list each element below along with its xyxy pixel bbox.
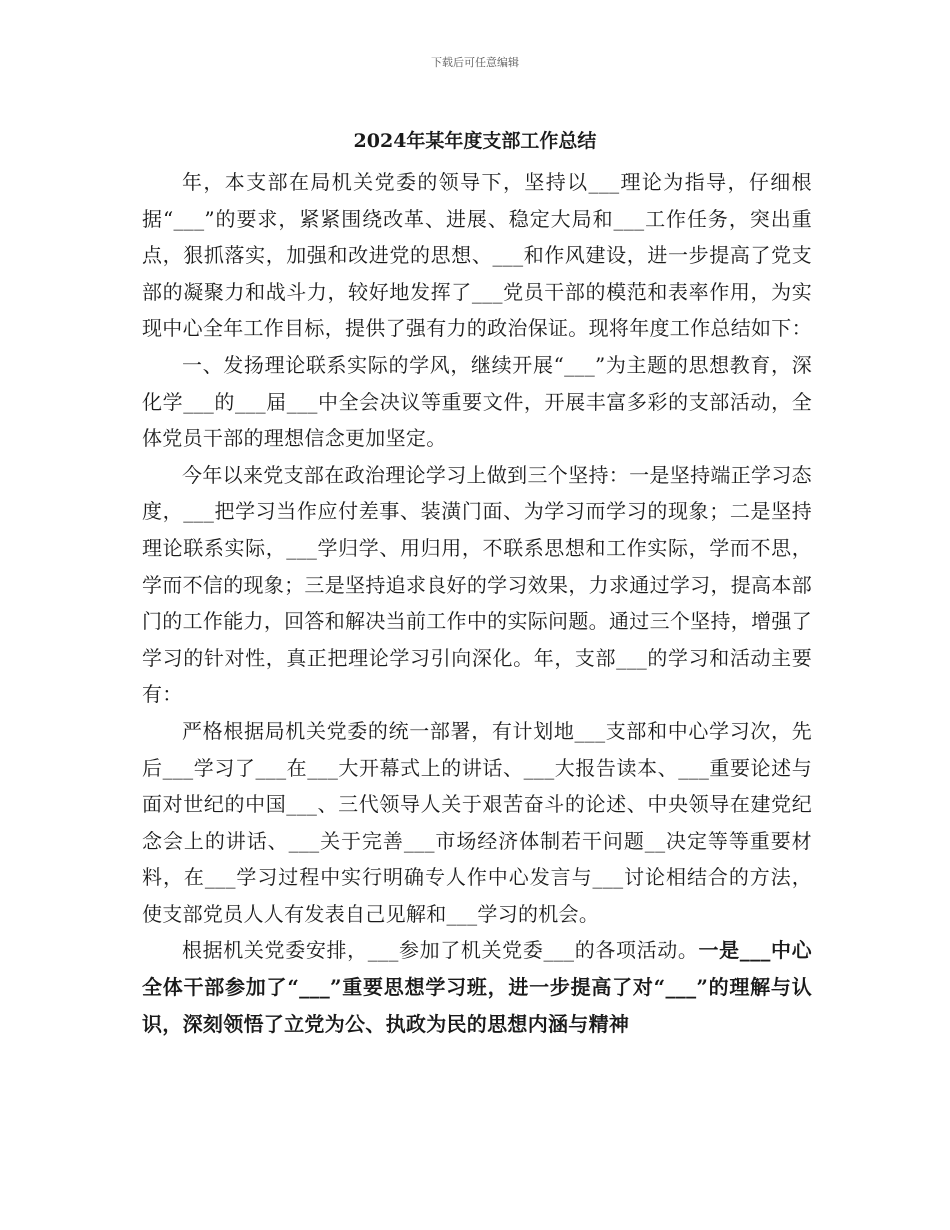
document-title: 2024年某年度支部工作总结 — [353, 130, 597, 152]
paragraph-intro: 年，本支部在局机关党委的领导下，坚持以___理论为指导，仔细根据“___”的要求，紧紧围绕改革、进展、稳定大局和___工作任务，突出重点，狠抓落实，加强和改进党的思想、___和作风建设，进一步提高了党支部的凝聚力和战斗力，较好地发挥了___党员干部的模范和表率作用，为实现中心全年工作目标，提供了强有力的政治保证。现将年度工作总结如下： — [142, 170, 812, 341]
paragraph-activities — [142, 932, 812, 1042]
paragraph-activities-plain: 根据机关党委安排，___参加了机关党委___的各项活动。 — [182, 938, 699, 963]
paragraph-activities-bold: 一是___中心全体干部参加了“___”重要思想学习班，进一步提高了对“___”的理解与认识，深刻领悟了立党为公、执政为民的思想内涵与精神 — [142, 938, 812, 1036]
paragraph-three-persistences: 今年以来党支部在政治理论学习上做到三个坚持：一是坚持端正学习态度，___把学习当作应付差事、装潢门面、为学习而学习的现象；二是坚持理论联系实际，___学归学、用归用，不联系思想和工作实际，学而不思，学而不信的现象；三是坚持追求良好的学习效果，力求通过学习，提高本部门的工作能力，回答和解决当前工作中的实际问题。通过三个坚持，增强了学习的针对性，真正把理论学习引向深化。年，支部___的学习和活动主要有： — [142, 462, 812, 707]
paragraph-study-materials: 严格根据局机关党委的统一部署，有计划地___支部和中心学习次，先后___学习了___在___大开幕式上的讲话、___大报告读本、___重要论述与面对世纪的中国___、三代领导人关于艰苦奋斗的论述、中央领导在建党纪念会上的讲话、___关于完善___市场经济体制若干问题__决定等等重要材料，在___学习过程中实行明确专人作中心发言与___讨论相结合的方法，使支部党员人人有发表自己见解和___学习的机会。 — [142, 718, 812, 926]
page-header-note: 下载后可任意编辑 — [431, 56, 519, 69]
document-body — [142, 164, 812, 1042]
paragraph-section-one: 一、发扬理论联系实际的学风，继续开展“___”为主题的思想教育，深化学___的___届___中全会决议等重要文件，开展丰富多彩的支部活动，全体党员干部的理想信念更加坚定。 — [142, 352, 812, 451]
